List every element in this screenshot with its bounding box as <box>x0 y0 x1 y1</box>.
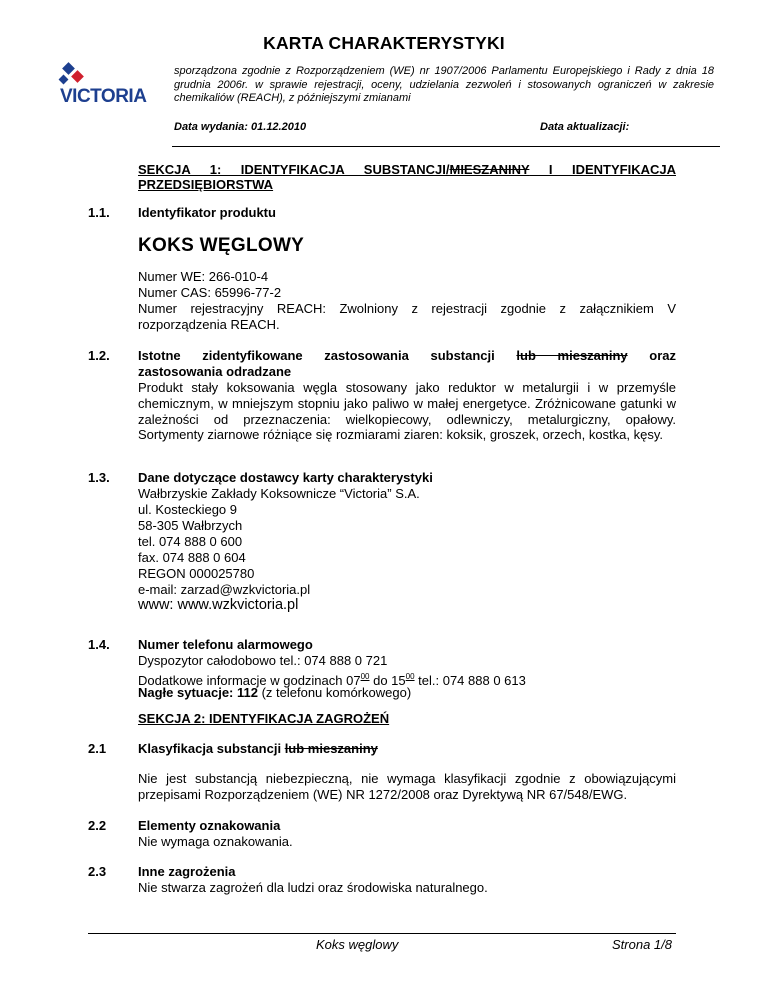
supplier-fax: fax. 074 888 0 604 <box>138 550 246 565</box>
section-2-1-number: 2.1 <box>88 741 107 756</box>
document-title: KARTA CHARAKTERYSTYKI <box>263 33 505 53</box>
supplier-phone: tel. 074 888 0 600 <box>138 534 243 549</box>
hour-start-superscript: 00 <box>360 672 370 681</box>
supplier-website: www: www.wzkvictoria.pl <box>138 597 299 613</box>
section-1-4-number: 1.4. <box>88 637 110 652</box>
section-2-3-title: Inne zagrożenia <box>138 864 236 879</box>
footer-product-name: Koks węglowy <box>316 937 399 952</box>
emergency-note: (z telefonu komórkowego) <box>257 685 412 700</box>
section-1-1-title: Identyfikator produktu <box>138 205 276 220</box>
victoria-logo <box>56 60 168 108</box>
supplier-name: Wałbrzyskie Zakłady Koksownicze “Victoria” S.A. <box>138 486 420 501</box>
cas-number: Numer CAS: 65996-77-2 <box>138 285 282 300</box>
additional-info-part-a: Dodatkowe informacje w godzinach 07 <box>138 673 361 688</box>
section2-heading: SEKCJA 2: IDENTYFIKACJA ZAGROŻEŃ <box>138 711 390 726</box>
product-name: KOKS WĘGLOWY <box>138 235 305 256</box>
section1-heading-part-b: I IDENTYFIKACJA <box>529 162 676 177</box>
section-1-2-title-part-a: Istotne zidentyfikowane zastosowania substancji <box>138 348 517 363</box>
supplier-regon: REGON 000025780 <box>138 566 255 581</box>
supplier-email: e-mail: zarzad@wzkvictoria.pl <box>138 582 311 597</box>
section-2-2-number: 2.2 <box>88 818 107 833</box>
section-1-2-title <box>138 348 676 363</box>
dispatcher-phone: Dyspozytor całodobowo tel.: 074 888 0 721 <box>138 653 388 668</box>
supplier-street: ul. Kosteckiego 9 <box>138 502 238 517</box>
section-1-2-body: Produkt stały koksowania węgla stosowany jako reduktor w metalurgii i w przemyśle chemicznym, w mniejszym stopniu jako paliwo w małej energetyce. Zróżnicowane gatunki w zależności od przeznaczenia: wielkopiecowy, odlewniczy, metalurgiczny, opałowy. Sortymenty ziarnowe różniące się rozmiarami ziaren: koksik, groszek, orzech, kostka, kęsy. <box>138 380 676 443</box>
section-1-1-number: 1.1. <box>88 205 110 220</box>
supplier-city: 58-305 Wałbrzych <box>138 518 243 533</box>
victoria-logo-graphic <box>56 60 168 108</box>
section1-heading-line2: PRZEDSIĘBIORSTWA <box>138 177 274 192</box>
additional-info-part-c: tel.: 074 888 0 613 <box>414 673 526 688</box>
section-1-2-title-line2: zastosowania odradzane <box>138 364 292 379</box>
section1-heading-strike: MIESZANINY <box>449 162 530 177</box>
emergency-line <box>138 685 411 701</box>
section-1-2-number: 1.2. <box>88 348 110 363</box>
svg-text:VICTORIA: VICTORIA <box>60 86 147 107</box>
section-2-2-title: Elementy oznakowania <box>138 818 281 833</box>
section-2-1-title <box>138 741 378 756</box>
section1-heading-part-a: SEKCJA 1: IDENTYFIKACJA SUBSTANCJI/ <box>138 162 450 177</box>
header-divider <box>172 146 720 147</box>
section-1-2-title-part-b: oraz <box>627 348 676 363</box>
footer-divider <box>88 933 676 934</box>
section-2-2-body: Nie wymaga oznakowania. <box>138 834 293 849</box>
issue-date: Data wydania: 01.12.2010 <box>174 121 307 133</box>
reach-registration: Numer rejestracyjny REACH: Zwolniony z rejestracji zgodnie z załącznikiem V rozporządzenia REACH. <box>138 301 676 332</box>
section-2-3-number: 2.3 <box>88 864 107 879</box>
section-1-3-title: Dane dotyczące dostawcy karty charakterystyki <box>138 470 433 485</box>
section-2-1-title-strike: lub mieszaniny <box>284 741 378 756</box>
section-1-4-title: Numer telefonu alarmowego <box>138 637 313 652</box>
footer-page-number: Strona 1/8 <box>612 937 672 952</box>
ec-number: Numer WE: 266-010-4 <box>138 269 269 284</box>
hour-end-superscript: 00 <box>405 672 415 681</box>
section1-heading <box>138 162 676 178</box>
section-2-1-body: Nie jest substancją niebezpieczną, nie wymaga klasyfikacji zgodnie z obowiązującymi przepisami Rozporządzeniem (WE) NR 1272/2008 oraz Dyrektywą NR 67/548/EWG. <box>138 771 676 802</box>
section-1-3-number: 1.3. <box>88 470 110 485</box>
section-1-2-title-strike: lub mieszaniny <box>516 348 628 363</box>
regulation-subtitle: sporządzona zgodnie z Rozporządzeniem (WE) nr 1907/2006 Parlamentu Europejskiego i Rady z dnia 18 grudnia 2006r. w sprawie rejestracji, oceny, udzielania zezwoleń i stosowanych ograniczeń w zakresie chemikaliów (REACH), z późniejszymi zmianami <box>174 65 714 104</box>
update-date: Data aktualizacji: <box>540 121 630 133</box>
section-2-3-body: Nie stwarza zagrożeń dla ludzi oraz środowiska naturalnego. <box>138 880 488 895</box>
additional-info-part-b: do 15 <box>369 673 406 688</box>
emergency-number: Nagłe sytuacje: 112 <box>138 685 258 700</box>
section-2-1-title-part-a: Klasyfikacja substancji <box>138 741 285 756</box>
